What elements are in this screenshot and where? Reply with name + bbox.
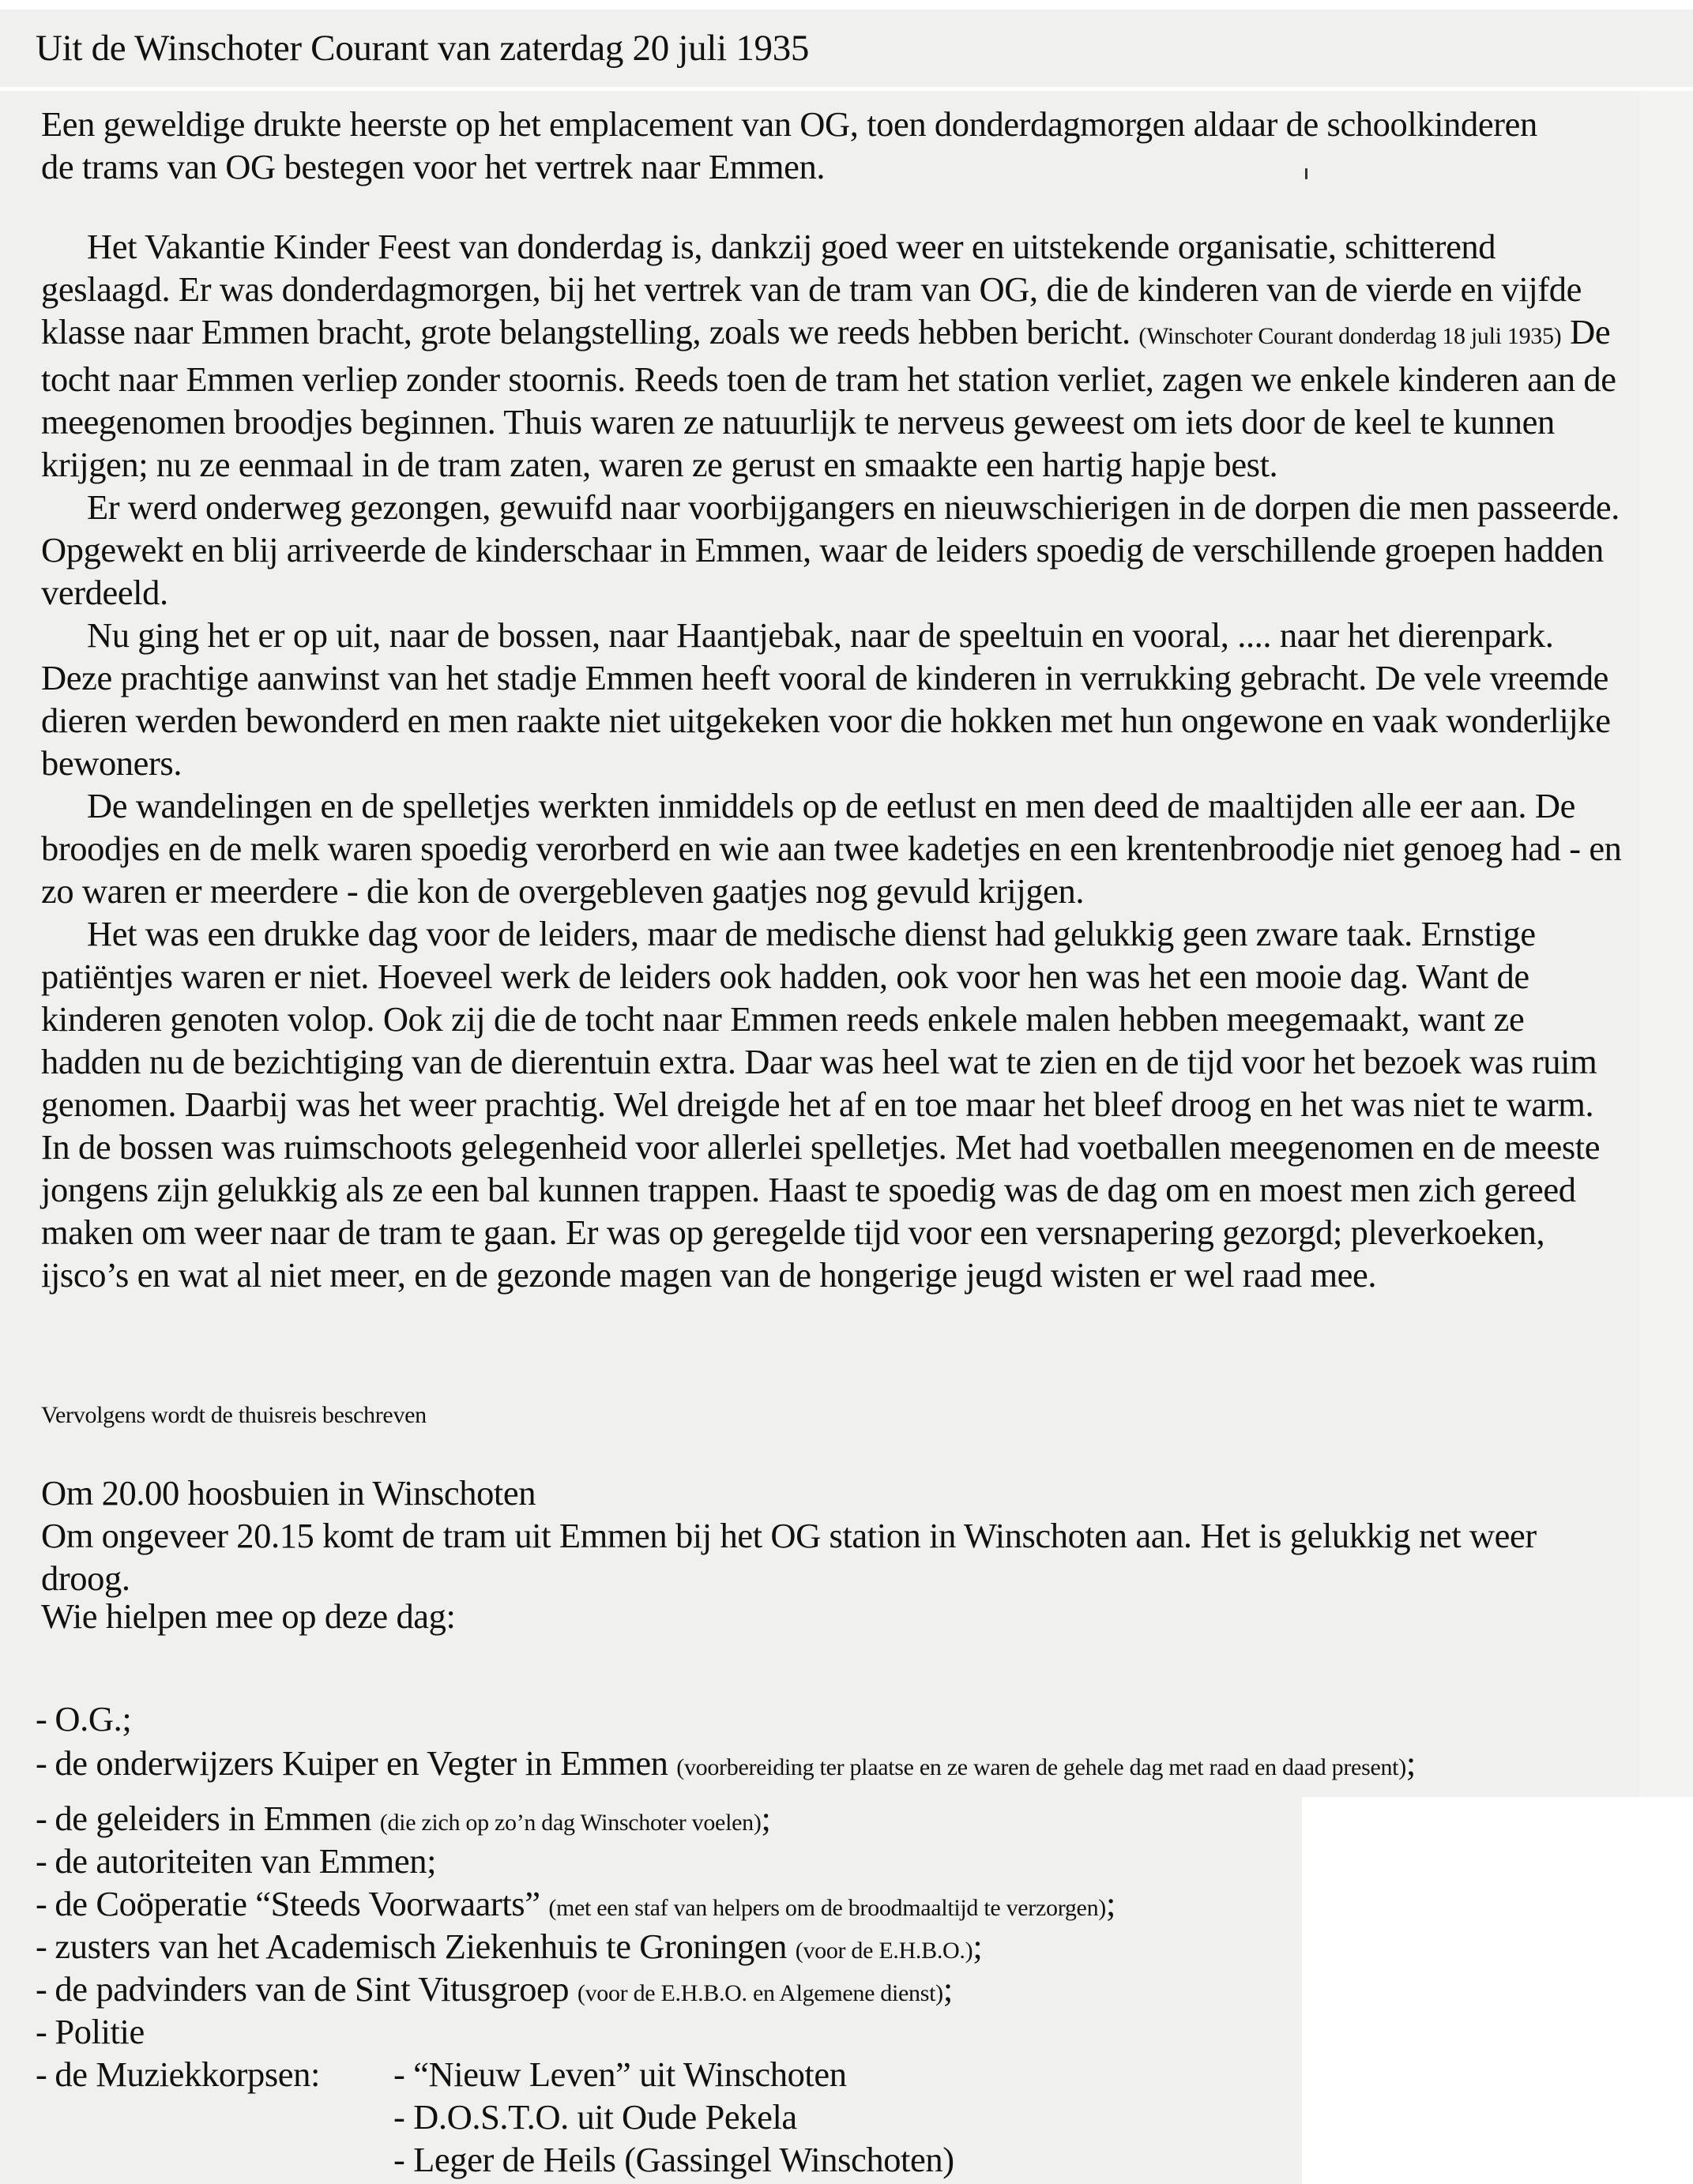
helper-item xyxy=(36,1698,131,1739)
source-reference: (Winschoter Courant donderdag 18 juli 1935) xyxy=(1138,323,1562,349)
helper-detail: (voor de E.H.B.O.) xyxy=(795,1938,973,1964)
helper-detail: (voor de E.H.B.O. en Algemene dienst) xyxy=(577,1980,943,2006)
helper-item xyxy=(36,2054,320,2095)
helper-detail: (voorbereiding ter plaatse en ze waren de gehele dag met raad en daad present) xyxy=(676,1754,1406,1780)
helper-item xyxy=(36,1840,436,1881)
article-body xyxy=(41,225,1629,1296)
list-dash: - xyxy=(36,1927,47,1966)
helper-detail: (die zich op zo’n dag Winschoter voelen) xyxy=(379,1810,762,1836)
helper-name: de Muziekkorpsen: xyxy=(55,2054,320,2094)
helper-name: de Coöperatie “Steeds Voorwaarts” xyxy=(55,1884,540,1923)
helper-detail: (met een staf van helpers om de broodmaaltijd te verzorgen) xyxy=(548,1895,1106,1921)
scan-background-edge xyxy=(1639,91,1693,1797)
helpers-heading: Wie hielpen mee op deze dag: xyxy=(41,1596,456,1636)
list-dash: - xyxy=(36,1699,47,1739)
helper-end: ; xyxy=(1105,1884,1115,1923)
helper-name: zusters van het Academisch Ziekenhuis te Groningen xyxy=(55,1927,788,1966)
article-paragraph-2: Er werd onderweg gezongen, gewuifd naar voorbijgangers en nieuwschierigen in de dorpen die men passeerde. Opgewekt en blij arriveerde de kinderschaar in Emmen, waar de leiders spoedig de verschillende groepen hadden verdeeld. xyxy=(41,487,1620,612)
music-band-item: - Leger de Heils (Gassingel Winschoten) xyxy=(393,2140,954,2179)
helper-name: O.G.; xyxy=(55,1699,132,1739)
helper-name: Politie xyxy=(55,2012,145,2051)
helper-name: de onderwijzers Kuiper en Vegter in Emmen xyxy=(55,1743,668,1783)
list-dash: - xyxy=(36,1743,47,1783)
list-dash: - xyxy=(36,1841,47,1881)
helper-end: ; xyxy=(942,1969,953,2009)
list-dash: - xyxy=(36,1884,47,1923)
list-dash: - xyxy=(36,1969,47,2009)
article-paragraph-5: Het was een drukke dag voor de leiders, maar de medische dienst had gelukkig geen zware taak. Ernstige patiëntjes waren er niet. Hoeveel werk de leiders ook hadden, ook voor hen was het een mooie dag. Want de kinderen genoten volop. Ook zij die de tocht naar Emmen reeds enkele malen hebben meegemaakt, want ze hadden nu de bezichtiging van de dierentuin extra. Daar was heel wat te zien en de tijd voor het bezoek was ruim genomen. Daarbij was het weer prachtig. Wel dreigde het af en toe maar het bleef droog en het was niet te warm. In de bossen was ruimschoots gelegenheid voor allerlei spelletjes. Met had voetballen meegenomen en de meeste jongens zijn gelukkig als ze een bal kunnen trappen. Haast te spoedig was de dag om en moest men zich gereed maken om weer naar de tram te gaan. Er was op geregelde tijd voor een versnapering gezorgd; pleverkoeken, ijsco’s en wat al niet meer, en de gezonde magen van de hongerige jeugd wisten er wel raad mee. xyxy=(41,914,1601,1295)
homecoming-line-1: Om 20.00 hoosbuien in Winschoten xyxy=(41,1473,536,1513)
music-band-item: - “Nieuw Leven” uit Winschoten xyxy=(393,2054,847,2094)
helper-item xyxy=(36,1883,1115,1924)
intro-paragraph: Een geweldige drukte heerste op het emplacement van OG, toen donderdagmorgen aldaar de schoolkinderen de trams van OG bestegen voor het vertrek naar Emmen. xyxy=(41,104,1537,186)
helper-item xyxy=(36,1926,982,1967)
list-dash: - xyxy=(36,1799,47,1838)
music-band-item: - D.O.S.T.O. uit Oude Pekela xyxy=(393,2097,797,2137)
helper-end: ; xyxy=(973,1927,983,1966)
helper-item xyxy=(36,1968,953,2009)
homecoming-line-2: Om ongeveer 20.15 komt de tram uit Emmen bij het OG station in Winschoten aan. Het is gelukkig net weer droog. xyxy=(41,1516,1537,1598)
editor-note: Vervolgens wordt de thuisreis beschreven xyxy=(41,1402,427,1428)
helper-name: de geleiders in Emmen xyxy=(55,1799,372,1838)
helper-item xyxy=(36,1798,770,1839)
helper-end: ; xyxy=(761,1799,771,1838)
helper-item xyxy=(36,2011,145,2052)
helper-name: de autoriteiten van Emmen; xyxy=(55,1841,437,1881)
document-title: Uit de Winschoter Courant van zaterdag 20 juli 1935 xyxy=(36,28,810,69)
article-paragraph-4: De wandelingen en de spelletjes werkten inmiddels op de eetlust en men deed de maaltijden alle eer aan. De broodjes en de melk waren spoedig verorberd en wie aan twee kadetjes en een krentenbroodje niet genoeg had - en zo waren er meerdere - die kon de overgebleven gaatjes nog gevuld krijgen. xyxy=(41,786,1622,911)
list-dash: - xyxy=(36,2054,47,2094)
helper-end: ; xyxy=(1405,1743,1416,1783)
helper-name: de padvinders van de Sint Vitusgroep xyxy=(55,1969,570,2009)
article-paragraph-1-text-b: De tocht naar Emmen verliep zonder stoornis. Reeds toen de tram het station verliet, zagen we enkele kinderen aan de meegenomen broodjes beginnen. Thuis waren ze natuurlijk te nerveus geweest om iets door de keel te kunnen krijgen; nu ze eenmaal in de tram zaten, waren ze gerust en smaakte een hartig hapje best. xyxy=(41,312,1616,484)
article-paragraph-1 xyxy=(41,225,1629,486)
homecoming-section xyxy=(41,1472,1590,1599)
list-dash: - xyxy=(36,2012,47,2051)
helper-item xyxy=(36,1742,1416,1784)
article-paragraph-3: Nu ging het er op uit, naar de bossen, naar Haantjebak, naar de speeltuin en vooral, .... naar het dierenpark. Deze prachtige aanwinst van het stadje Emmen heeft vooral de kinderen in verrukking gebracht. De vele vreemde dieren werden bewonderd en men raakte niet uitgekeken voor die hokken met hun ongewone en vaak wonderlijke bewoners. xyxy=(41,615,1611,783)
article-paragraph-1-text-a: Het Vakantie Kinder Feest van donderdag is, dankzij goed weer en uitstekende organisatie, schitterend geslaagd. Er was donderdagmorgen, bij het vertrek van de tram van OG, die de kinderen van de vierde en vijfde klasse naar Emmen bracht, grote belangstelling, zoals we reeds hebben bericht. xyxy=(41,227,1582,351)
